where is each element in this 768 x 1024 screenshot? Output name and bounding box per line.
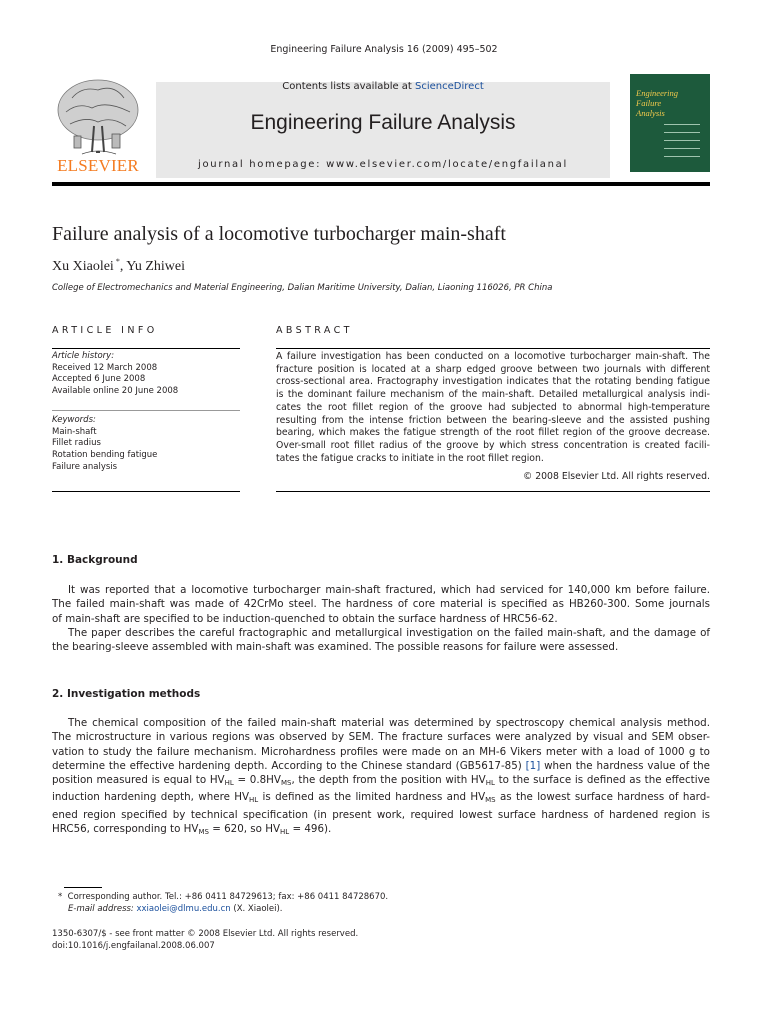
subscript: HL [224, 779, 234, 788]
body-line: The failed main-shaft was made of 42CrMo steel. The hardness of core material is specified as HB260-300. Some journals [52, 598, 710, 611]
affiliation: College of Electromechanics and Material Engineering, Dalian Maritime University, Dalian, Liaoning 116026, PR China [52, 283, 553, 293]
running-head: Engineering Failure Analysis 16 (2009) 495–502 [270, 44, 498, 55]
body-text: , the depth from the position with HV [291, 774, 486, 787]
subscript: HL [280, 828, 290, 837]
article-info-divider [52, 410, 240, 411]
history-label: Article history: [52, 351, 115, 361]
abstract-line: Over-small root fillet radius of the groove by which stress concentration is created facili- [276, 439, 710, 451]
subscript: HL [249, 796, 259, 805]
author-rest: , Yu Zhiwei [119, 259, 186, 274]
issn-line: 1350-6307/$ - see front matter © 2008 Elsevier Ltd. All rights reserved. [52, 929, 359, 939]
footnote-email [68, 904, 283, 914]
sciencedirect-link[interactable]: ScienceDirect [415, 81, 484, 92]
keywords [52, 415, 157, 474]
abstract-line: A failure investigation has been conducted on a locomotive turbocharger main-shaft. The [276, 351, 710, 362]
section-2-heading: 2. Investigation methods [52, 688, 201, 700]
subscript: MS [198, 828, 209, 837]
body-line [52, 773, 710, 790]
abstract-copyright: © 2008 Elsevier Ltd. All rights reserved. [522, 471, 710, 482]
body-text: position measured is equal to HV [52, 774, 225, 787]
article-info-rule [52, 348, 240, 349]
keyword: Failure analysis [52, 461, 118, 472]
abstract-line: fracture position is located at a sharp edged groove between two journals with different [276, 363, 710, 375]
section-1-heading: 1. Background [52, 554, 138, 566]
journal-title: Engineering Failure Analysis [250, 111, 516, 134]
cover-line [664, 156, 700, 157]
section-1-paragraph-2 [52, 626, 710, 655]
body-line [52, 790, 710, 807]
abstract-line: is the dominant failure mechanism of the main-shaft. Detailed metallurgical analysis indi- [276, 389, 710, 401]
email-label: E-mail address: [68, 904, 134, 914]
keywords-label: Keywords: [52, 415, 96, 425]
body-line: the bearing-sleeve assembled with main-shaft was examined. The possible reasons for failure were assessed. [52, 641, 619, 654]
history-online: Available online 20 June 2008 [52, 386, 179, 397]
article-history [52, 351, 178, 398]
article-title: Failure analysis of a locomotive turbocharger main-shaft [52, 223, 506, 245]
abstract-heading: ABSTRACT [276, 325, 353, 336]
body-line: The paper describes the careful fractographic and metallurgical investigation on the failed main-shaft, and the damage of [68, 627, 710, 639]
abstract-text [276, 351, 710, 465]
abstract-line: bearing, which makes the fatigue strength of the root fillet region of the groove decrease. [276, 427, 710, 439]
subscript: MS [280, 779, 292, 788]
cover-title-line: Failure [636, 98, 662, 108]
author-first: Xu Xiaolei [52, 259, 114, 274]
abstract-line: resulting from the intense friction between the bearing-sleeve and the assisted pushing [276, 414, 710, 426]
body-line: ened region specified by technical specification (in present work, required lowest surface hardness of hardened region is [52, 808, 710, 821]
body-text: = 620, so HV [208, 823, 281, 836]
corresponding-author-mark[interactable]: * [115, 257, 120, 266]
abstract-line: cates the root fillet region of the groove had subjected to abnormal high-temperature [276, 401, 710, 413]
body-text: as the lowest surface hardness of hard- [495, 791, 710, 804]
body-line: It was reported that a locomotive turbocharger main-shaft fractured, which had serviced for 140,000 km before failure. [68, 584, 710, 596]
body-line [52, 822, 710, 839]
body-text: induction hardening depth, where HV [52, 791, 250, 804]
body-text: = 496). [289, 823, 332, 836]
cover-line [664, 140, 700, 141]
contents-prefix: Contents lists available at [282, 81, 416, 92]
keyword: Rotation bending fatigue [52, 450, 158, 461]
history-accepted: Accepted 6 June 2008 [52, 374, 146, 385]
header-rule [52, 182, 710, 186]
article-info-heading: ARTICLE INFO [52, 325, 158, 336]
body-text: = 0.8HV [233, 774, 281, 787]
keyword: Main-shaft [52, 426, 97, 437]
body-line: The microstructure in various regions was observed by SEM. The fracture surfaces were analyzed by visual and SEM obser- [52, 731, 710, 744]
body-text: to the surface is defined as the effective [494, 774, 710, 787]
keyword: Fillet radius [52, 438, 101, 449]
cover-title-line: Engineering [636, 88, 679, 98]
body-line [52, 759, 710, 773]
reference-link[interactable]: [1] [525, 759, 541, 772]
body-text: is defined as the limited hardness and HV [258, 791, 486, 804]
article-info-bottom-rule [52, 491, 240, 492]
abstract-line: cross-sectional area. Fractography investigation indicates that the rotating bending fatigue [276, 376, 710, 388]
cover-line [664, 124, 700, 125]
body-line: The chemical composition of the failed main-shaft material was determined by spectroscopy chemical analysis method. [68, 717, 710, 729]
body-text: HRC56, corresponding to HV [52, 823, 199, 836]
contents-line [156, 81, 610, 92]
section-2-paragraph [52, 716, 710, 839]
doi-line[interactable]: doi:10.1016/j.engfailanal.2008.06.007 [52, 941, 215, 951]
authors [52, 257, 185, 275]
cover-line [664, 132, 700, 133]
cover-title [636, 88, 706, 118]
section-1-paragraph-1 [52, 583, 710, 626]
cover-title-line: Analysis [636, 108, 665, 118]
subscript: MS [485, 796, 496, 805]
body-text: determine the effective hardening depth. According to the Chinese standard (GB5617-85) [52, 759, 526, 772]
abstract-rule [276, 348, 710, 349]
email-link[interactable]: xxiaolei@dlmu.edu.cn [136, 904, 231, 914]
abstract-bottom-rule [276, 491, 710, 492]
subscript: HL [485, 779, 495, 788]
journal-homepage[interactable]: journal homepage: www.elsevier.com/locate/engfailanal [198, 159, 568, 170]
footnote-mark: * [58, 892, 63, 902]
footnote-corresponding [58, 892, 388, 902]
body-line: of main-shaft are specified to be induction-quenched to obtain the surface hardness of HRC56-62. [52, 612, 558, 625]
history-received: Received 12 March 2008 [52, 362, 158, 373]
body-line: vation to study the failure mechanism. Microhardness profiles were made on an MH-6 Vikers meter with a load of 1000 g to [52, 745, 710, 758]
footnote-rule [64, 887, 102, 888]
abstract-line: tates the fatigue cracks to initiate in the root fillet region. [276, 452, 544, 464]
cover-line [664, 148, 700, 149]
footnote-text: Corresponding author. Tel.: +86 0411 84729613; fax: +86 0411 84728670. [67, 892, 389, 902]
elsevier-wordmark: ELSEVIER [57, 156, 139, 175]
email-suffix: (X. Xiaolei). [230, 904, 283, 914]
body-text: when the hardness value of the [540, 759, 711, 772]
